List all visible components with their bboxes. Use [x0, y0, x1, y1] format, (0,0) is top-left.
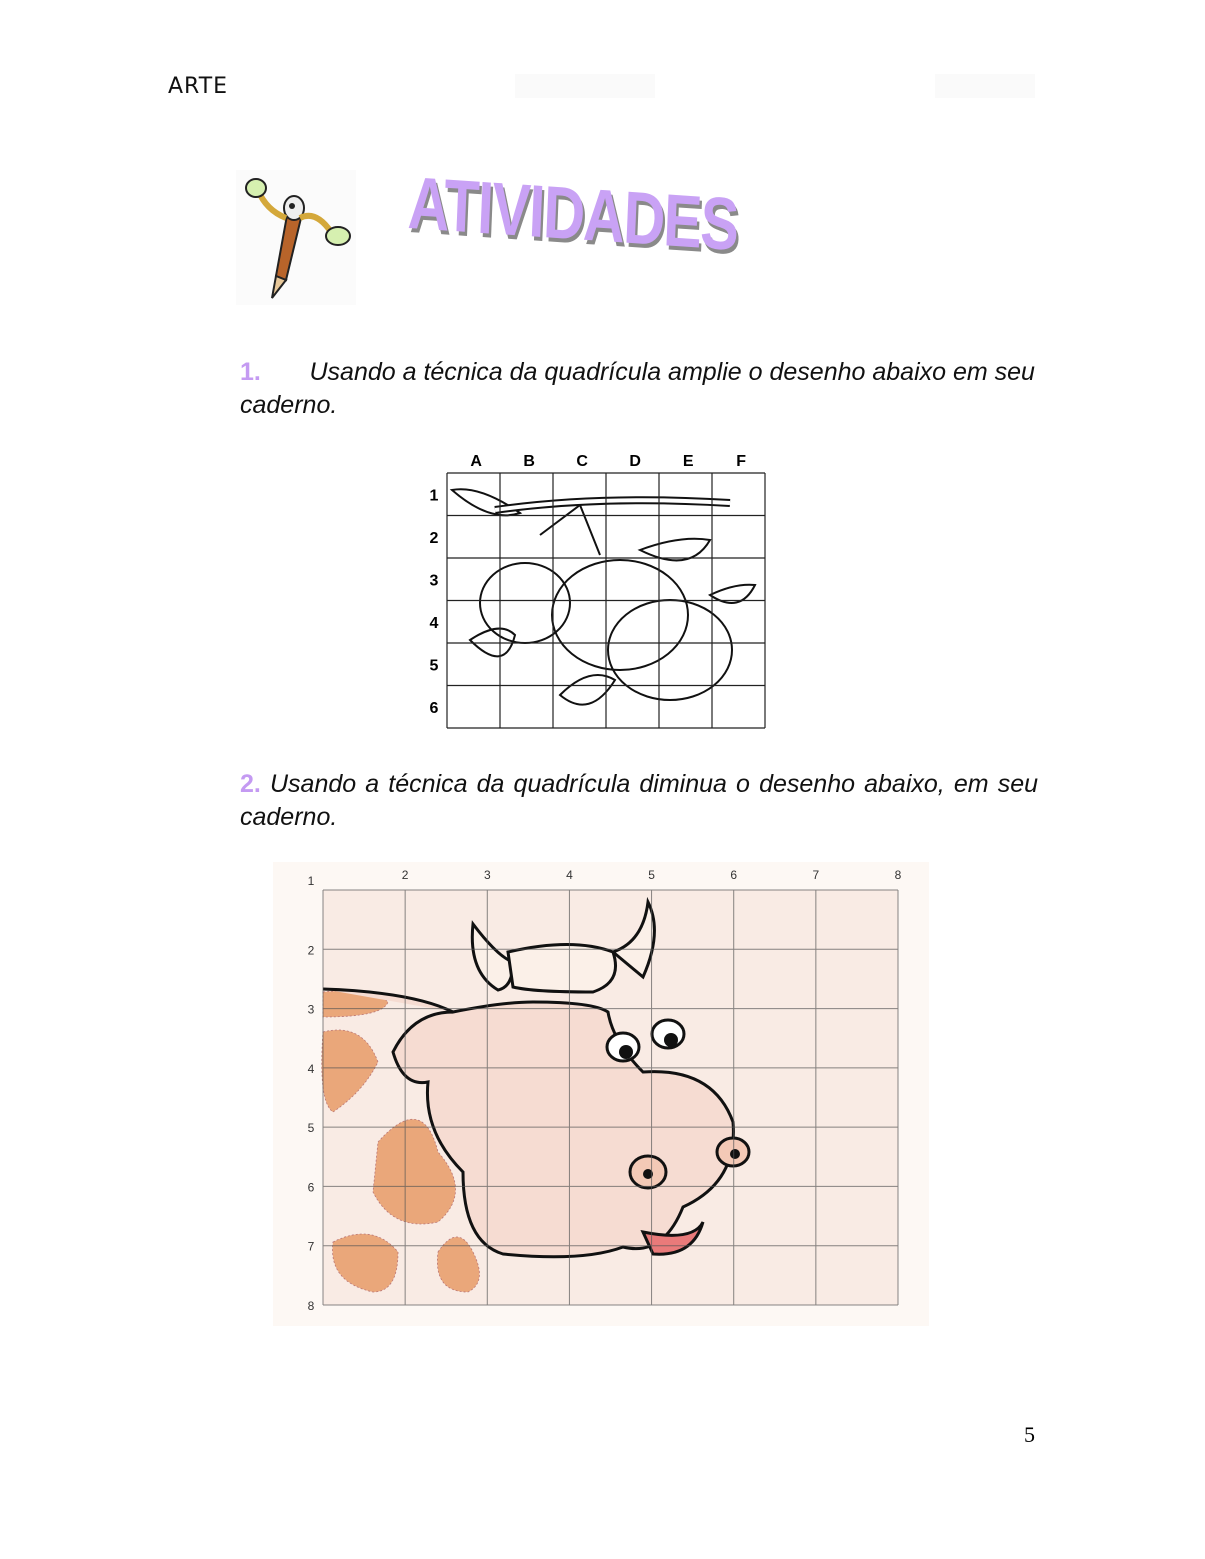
column-label: 3 [483, 868, 491, 882]
column-label: F [736, 453, 747, 470]
column-label: D [629, 453, 641, 470]
row-label: 4 [307, 1061, 315, 1076]
column-label: 4 [566, 868, 573, 882]
row-label: 3 [429, 572, 439, 590]
row-label: 1 [429, 487, 439, 505]
column-label: 7 [812, 868, 820, 882]
column-label: E [682, 453, 694, 470]
column-label: B [523, 453, 535, 470]
column-label: 1 [307, 874, 315, 888]
row-label: 6 [307, 1180, 315, 1195]
faint-header-text [515, 74, 655, 98]
pencil-mascot-icon [236, 170, 356, 305]
faint-header-text [935, 74, 1035, 98]
row-label: 2 [429, 529, 439, 547]
row-label: 6 [429, 699, 439, 717]
question-text: Usando a técnica da quadrícula diminua o desenho abaixo, em seu caderno. [240, 770, 1039, 831]
row-label: 4 [429, 614, 439, 632]
question-1 [240, 356, 1040, 422]
header-subject: ARTE [168, 74, 229, 99]
column-label: 2 [401, 868, 409, 882]
question-number: 2. [240, 770, 261, 798]
column-label: A [470, 453, 482, 470]
page-title: ATIVIDADES [406, 160, 740, 267]
column-label: 8 [894, 868, 902, 882]
column-label: C [576, 453, 588, 470]
row-label: 2 [307, 943, 315, 958]
row-label: 3 [307, 1002, 315, 1017]
row-label: 7 [307, 1239, 315, 1254]
question-text: Usando a técnica da quadrícula amplie o desenho abaixo em seu caderno. [240, 358, 1035, 419]
cow-grid-drawing [273, 862, 929, 1326]
question-number: 1. [240, 358, 261, 386]
page-number: 5 [1024, 1422, 1035, 1447]
row-label: 5 [307, 1121, 315, 1136]
fruit-grid-drawing [420, 445, 780, 740]
row-label: 8 [307, 1299, 315, 1313]
row-label: 5 [429, 657, 439, 675]
column-label: 6 [730, 868, 738, 882]
question-2 [240, 768, 1038, 834]
column-label: 5 [648, 868, 655, 882]
